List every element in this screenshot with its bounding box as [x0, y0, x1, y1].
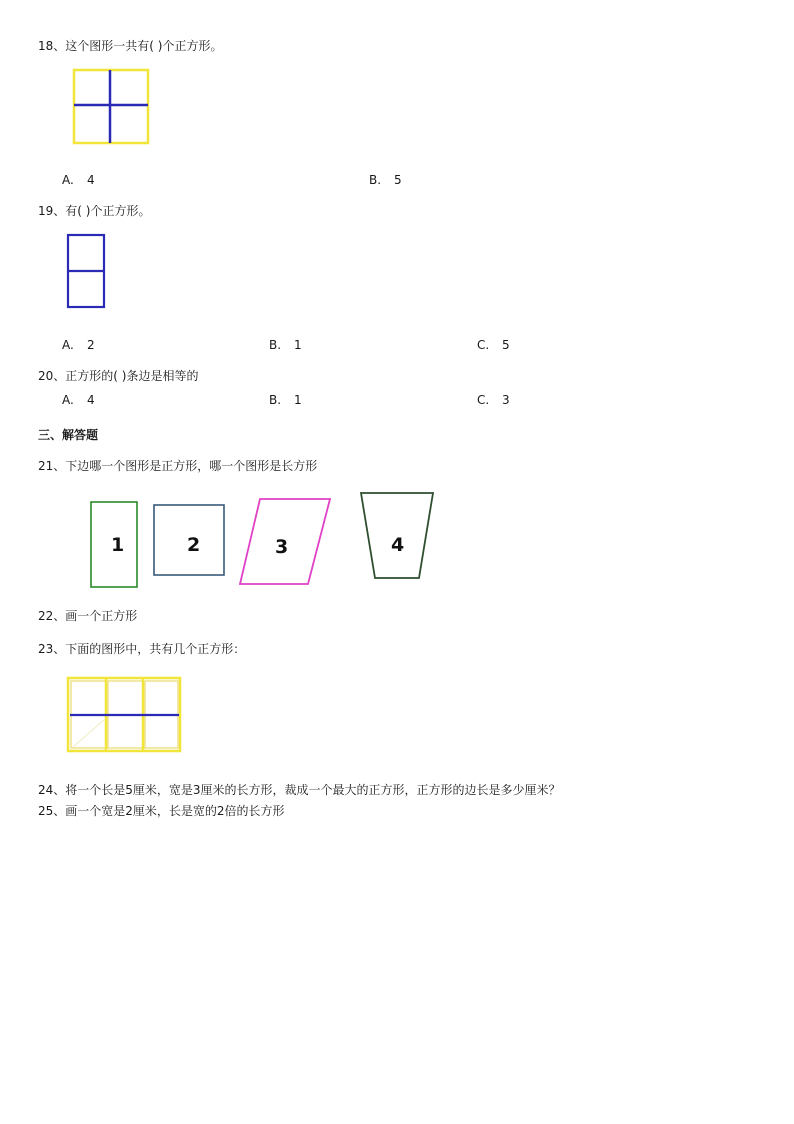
option-value: 1 [294, 338, 302, 352]
shape-4-trapezoid [361, 493, 433, 578]
q18-option-a[interactable] [62, 172, 95, 188]
option-letter: A. [62, 338, 74, 352]
question-23-text: 23、下面的图形中，共有几个正方形： [38, 642, 246, 656]
q23-figure-square-grid [67, 677, 183, 755]
question-20-text: 20、正方形的( )条边是相等的 [38, 369, 199, 383]
section-3-heading: 三、解答题 [38, 428, 99, 442]
q19-figure-stacked-squares [67, 234, 106, 308]
shape-1-label: 1 [111, 534, 125, 556]
option-letter: A. [62, 393, 74, 407]
option-value: 5 [502, 338, 510, 352]
q19-option-a[interactable] [62, 337, 95, 353]
q19-option-c[interactable] [477, 337, 510, 353]
q20-option-b[interactable] [269, 392, 302, 408]
q20-option-c[interactable] [477, 392, 510, 408]
q21-figure-shapes [85, 488, 445, 593]
option-letter: C. [477, 393, 490, 407]
option-letter: B. [369, 173, 382, 187]
option-value: 5 [394, 173, 402, 187]
option-letter: B. [269, 393, 282, 407]
option-letter: A. [62, 173, 74, 187]
q18-option-b[interactable] [369, 172, 402, 188]
option-letter: C. [477, 338, 490, 352]
question-24-text: 24、将一个长是5厘米，宽是3厘米的长方形，裁成一个最大的正方形，正方形的边长是多少厘米？ [38, 783, 561, 797]
q20-option-a[interactable] [62, 392, 95, 408]
q19-option-b[interactable] [269, 337, 302, 353]
shape-2-label: 2 [187, 534, 201, 556]
option-value: 3 [502, 393, 510, 407]
question-19-text: 19、有( )个正方形。 [38, 204, 151, 218]
shape-3-label: 3 [275, 536, 289, 558]
option-value: 2 [87, 338, 95, 352]
option-value: 1 [294, 393, 302, 407]
question-22-text: 22、画一个正方形 [38, 609, 138, 623]
shape-4-label: 4 [391, 534, 405, 556]
question-18-text: 18、这个图形一共有( )个正方形。 [38, 39, 223, 53]
shape-2-rectangle [154, 505, 224, 575]
question-21-text: 21、下边哪一个图形是正方形，哪一个图形是长方形 [38, 459, 318, 473]
option-value: 4 [87, 173, 95, 187]
shape-1-tall-rectangle [91, 502, 137, 587]
q18-figure-square-cross [73, 69, 149, 145]
option-letter: B. [269, 338, 282, 352]
option-value: 4 [87, 393, 95, 407]
shape-3-parallelogram [240, 499, 330, 584]
question-25-text: 25、画一个宽是2厘米，长是宽的2倍的长方形 [38, 804, 285, 818]
